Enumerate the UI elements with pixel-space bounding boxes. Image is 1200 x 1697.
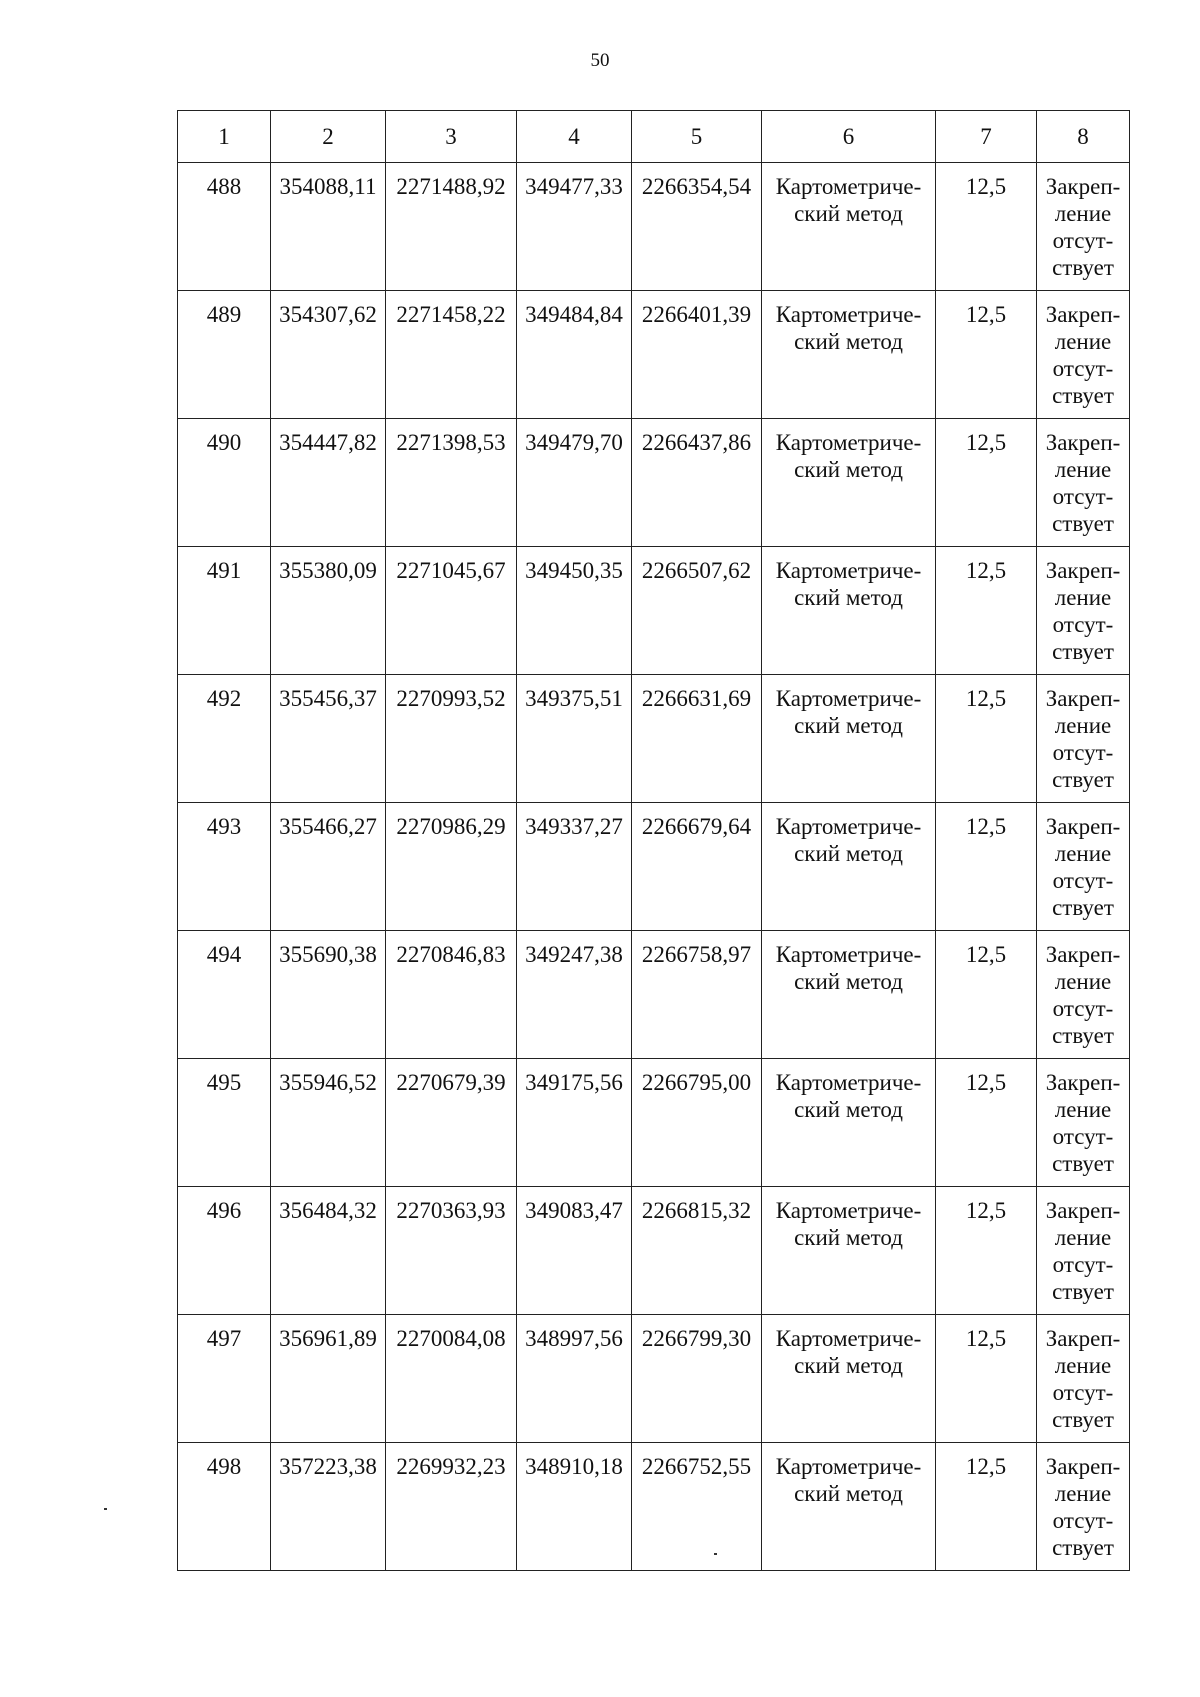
table-header: [178, 111, 1130, 163]
point-number-cell: [178, 1315, 271, 1443]
y1-cell-text: 2270986,29: [396, 814, 506, 839]
x2-cell-text: 349337,27: [525, 814, 623, 839]
method-cell: [762, 419, 936, 547]
column-header-4: 4: [517, 111, 632, 163]
table-row: [178, 1443, 1130, 1571]
table-row: [178, 163, 1130, 291]
accuracy-cell-text: 12,5: [965, 1454, 1007, 1479]
y1-cell-text: 2270084,08: [396, 1326, 506, 1351]
fixing-cell-text: Закреп- ление отсут- ствует: [1045, 430, 1121, 536]
x2-cell: [517, 547, 632, 675]
x2-cell-text: 349479,70: [525, 430, 623, 455]
y2-cell-text: 2266401,39: [641, 302, 752, 327]
method-cell-text: Картометриче- ский метод: [775, 558, 922, 610]
accuracy-cell-text: 12,5: [965, 302, 1007, 327]
accuracy-cell: [936, 675, 1037, 803]
y2-cell-text: 2266799,30: [641, 1326, 752, 1351]
y2-cell: [632, 547, 762, 675]
point-number-cell: [178, 803, 271, 931]
x2-cell-text: 349477,33: [525, 174, 623, 199]
y2-cell-text: 2266437,86: [641, 430, 752, 455]
fixing-cell: [1037, 1187, 1130, 1315]
point-number-cell-text: 498: [206, 1454, 242, 1479]
column-header-1: 1: [178, 111, 271, 163]
accuracy-cell: [936, 1315, 1037, 1443]
column-header-6: 6: [762, 111, 936, 163]
x2-cell-text: 349175,56: [525, 1070, 623, 1095]
x1-cell: [271, 547, 386, 675]
fixing-cell-text: Закреп- ление отсут- ствует: [1045, 302, 1121, 408]
x2-cell-text: 349484,84: [525, 302, 623, 327]
accuracy-cell-text: 12,5: [965, 1198, 1007, 1223]
x1-cell-text: 356484,32: [279, 1198, 377, 1223]
x2-cell: [517, 1059, 632, 1187]
method-cell-text: Картометриче- ский метод: [775, 302, 922, 354]
method-cell: [762, 675, 936, 803]
y2-cell: [632, 1059, 762, 1187]
column-header-2: 2: [271, 111, 386, 163]
point-number-cell-text: 495: [206, 1070, 242, 1095]
accuracy-cell: [936, 803, 1037, 931]
x1-cell-text: 355690,38: [279, 942, 377, 967]
x2-cell: [517, 931, 632, 1059]
x1-cell-text: 354088,11: [279, 174, 377, 199]
x1-cell: [271, 931, 386, 1059]
method-cell-text: Картометриче- ский метод: [775, 174, 922, 226]
y2-cell-text: 2266752,55: [641, 1454, 752, 1479]
x2-cell: [517, 1315, 632, 1443]
y2-cell-text: 2266354,54: [641, 174, 752, 199]
header-row: [178, 111, 1130, 163]
fixing-cell-text: Закреп- ление отсут- ствует: [1045, 558, 1121, 664]
y1-cell-text: 2270679,39: [396, 1070, 506, 1095]
point-number-cell-text: 488: [206, 174, 242, 199]
point-number-cell-text: 489: [206, 302, 242, 327]
point-number-cell: [178, 163, 271, 291]
method-cell: [762, 1059, 936, 1187]
y1-cell: [386, 675, 517, 803]
point-number-cell-text: 496: [206, 1198, 242, 1223]
y2-cell: [632, 1315, 762, 1443]
y1-cell: [386, 547, 517, 675]
method-cell-text: Картометриче- ский метод: [775, 1198, 922, 1250]
y2-cell: [632, 1187, 762, 1315]
y1-cell: [386, 1443, 517, 1571]
point-number-cell-text: 494: [206, 942, 242, 967]
y1-cell-text: 2271488,92: [396, 174, 506, 199]
x1-cell: [271, 1315, 386, 1443]
y2-cell: [632, 419, 762, 547]
x2-cell: [517, 675, 632, 803]
y1-cell-text: 2270993,52: [396, 686, 506, 711]
y2-cell-text: 2266507,62: [641, 558, 752, 583]
y1-cell: [386, 1187, 517, 1315]
y2-cell: [632, 803, 762, 931]
accuracy-cell: [936, 163, 1037, 291]
fixing-cell: [1037, 291, 1130, 419]
point-number-cell: [178, 931, 271, 1059]
point-number-cell: [178, 1059, 271, 1187]
y2-cell: [632, 1443, 762, 1571]
table-row: [178, 1059, 1130, 1187]
column-header-3: 3: [386, 111, 517, 163]
accuracy-cell: [936, 931, 1037, 1059]
fixing-cell-text: Закреп- ление отсут- ствует: [1045, 942, 1121, 1048]
point-number-cell-text: 493: [206, 814, 242, 839]
table-row: [178, 291, 1130, 419]
x1-cell: [271, 291, 386, 419]
y2-cell: [632, 163, 762, 291]
y1-cell-text: 2271458,22: [396, 302, 506, 327]
y2-cell-text: 2266815,32: [641, 1198, 752, 1223]
x2-cell-text: 349450,35: [525, 558, 623, 583]
accuracy-cell-text: 12,5: [965, 1326, 1007, 1351]
page-number: 50: [590, 50, 610, 71]
y1-cell: [386, 931, 517, 1059]
y1-cell-text: 2269932,23: [396, 1454, 506, 1479]
point-number-cell-text: 497: [206, 1326, 242, 1351]
x2-cell: [517, 803, 632, 931]
fixing-cell: [1037, 931, 1130, 1059]
table-row: [178, 547, 1130, 675]
x2-cell-text: 348910,18: [525, 1454, 623, 1479]
y2-cell-text: 2266679,64: [641, 814, 752, 839]
point-number-cell: [178, 291, 271, 419]
y2-cell: [632, 675, 762, 803]
fixing-cell: [1037, 547, 1130, 675]
fixing-cell-text: Закреп- ление отсут- ствует: [1045, 1326, 1121, 1432]
point-number-cell: [178, 547, 271, 675]
method-cell-text: Картометриче- ский метод: [775, 814, 922, 866]
fixing-cell: [1037, 163, 1130, 291]
column-header-7: 7: [936, 111, 1037, 163]
y1-cell: [386, 1315, 517, 1443]
x1-cell: [271, 1187, 386, 1315]
x2-cell-text: 348997,56: [525, 1326, 623, 1351]
y1-cell-text: 2271045,67: [396, 558, 506, 583]
point-number-cell: [178, 419, 271, 547]
method-cell: [762, 1443, 936, 1571]
y2-cell: [632, 931, 762, 1059]
accuracy-cell-text: 12,5: [965, 174, 1007, 199]
fixing-cell-text: Закреп- ление отсут- ствует: [1045, 686, 1121, 792]
x2-cell: [517, 1187, 632, 1315]
x1-cell-text: 355380,09: [279, 558, 377, 583]
x1-cell: [271, 163, 386, 291]
method-cell-text: Картометриче- ский метод: [775, 1070, 922, 1122]
x1-cell-text: 357223,38: [279, 1454, 377, 1479]
point-number-cell: [178, 675, 271, 803]
x2-cell: [517, 419, 632, 547]
x1-cell-text: 354447,82: [279, 430, 377, 455]
accuracy-cell: [936, 1059, 1037, 1187]
y2-cell: [632, 291, 762, 419]
fixing-cell: [1037, 675, 1130, 803]
accuracy-cell-text: 12,5: [965, 1070, 1007, 1095]
point-number-cell: [178, 1187, 271, 1315]
method-cell-text: Картометриче- ский метод: [775, 1454, 922, 1506]
accuracy-cell: [936, 1187, 1037, 1315]
y1-cell: [386, 1059, 517, 1187]
table-row: [178, 1315, 1130, 1443]
x1-cell-text: 355946,52: [279, 1070, 377, 1095]
table-row: [178, 675, 1130, 803]
table-row: [178, 931, 1130, 1059]
fixing-cell-text: Закреп- ление отсут- ствует: [1045, 1070, 1121, 1176]
accuracy-cell: [936, 1443, 1037, 1571]
y1-cell: [386, 419, 517, 547]
x1-cell: [271, 1059, 386, 1187]
method-cell-text: Картометриче- ский метод: [775, 686, 922, 738]
fixing-cell: [1037, 419, 1130, 547]
x1-cell: [271, 1443, 386, 1571]
x2-cell: [517, 291, 632, 419]
point-number-cell-text: 490: [206, 430, 242, 455]
method-cell: [762, 931, 936, 1059]
y1-cell: [386, 291, 517, 419]
fixing-cell-text: Закреп- ление отсут- ствует: [1045, 814, 1121, 920]
x1-cell-text: 356961,89: [279, 1326, 377, 1351]
fixing-cell: [1037, 1443, 1130, 1571]
accuracy-cell-text: 12,5: [965, 942, 1007, 967]
y2-cell-text: 2266631,69: [641, 686, 752, 711]
point-number-cell-text: 492: [206, 686, 242, 711]
x1-cell-text: 354307,62: [279, 302, 377, 327]
accuracy-cell: [936, 291, 1037, 419]
y1-cell: [386, 803, 517, 931]
y2-cell-text: 2266795,00: [641, 1070, 752, 1095]
method-cell: [762, 1315, 936, 1443]
fixing-cell-text: Закреп- ление отсут- ствует: [1045, 1198, 1121, 1304]
x2-cell-text: 349083,47: [525, 1198, 623, 1223]
method-cell: [762, 291, 936, 419]
accuracy-cell: [936, 547, 1037, 675]
y1-cell-text: 2270363,93: [396, 1198, 506, 1223]
y1-cell-text: 2271398,53: [396, 430, 506, 455]
x1-cell-text: 355456,37: [279, 686, 377, 711]
fixing-cell-text: Закреп- ление отсут- ствует: [1045, 1454, 1121, 1560]
x1-cell-text: 355466,27: [279, 814, 377, 839]
accuracy-cell-text: 12,5: [965, 430, 1007, 455]
accuracy-cell-text: 12,5: [965, 686, 1007, 711]
table-row: [178, 419, 1130, 547]
y2-cell-text: 2266758,97: [641, 942, 752, 967]
method-cell-text: Картометриче- ский метод: [775, 1326, 922, 1378]
method-cell: [762, 1187, 936, 1315]
fixing-cell: [1037, 1059, 1130, 1187]
fixing-cell: [1037, 803, 1130, 931]
accuracy-cell-text: 12,5: [965, 814, 1007, 839]
table-row: [178, 1187, 1130, 1315]
method-cell: [762, 803, 936, 931]
fixing-cell-text: Закреп- ление отсут- ствует: [1045, 174, 1121, 280]
x1-cell: [271, 419, 386, 547]
coordinates-table: [177, 110, 1130, 1571]
scan-speck: [104, 1508, 107, 1510]
accuracy-cell-text: 12,5: [965, 558, 1007, 583]
x2-cell-text: 349375,51: [525, 686, 623, 711]
column-header-5: 5: [632, 111, 762, 163]
point-number-cell: [178, 1443, 271, 1571]
method-cell-text: Картометриче- ский метод: [775, 430, 922, 482]
x2-cell-text: 349247,38: [525, 942, 623, 967]
point-number-cell-text: 491: [206, 558, 242, 583]
x2-cell: [517, 1443, 632, 1571]
column-header-8: 8: [1037, 111, 1130, 163]
accuracy-cell: [936, 419, 1037, 547]
method-cell: [762, 547, 936, 675]
y1-cell-text: 2270846,83: [396, 942, 506, 967]
y1-cell: [386, 163, 517, 291]
table-row: [178, 803, 1130, 931]
fixing-cell: [1037, 1315, 1130, 1443]
scan-speck: [714, 1553, 717, 1555]
method-cell: [762, 163, 936, 291]
table-body: [178, 163, 1130, 1571]
method-cell-text: Картометриче- ский метод: [775, 942, 922, 994]
x2-cell: [517, 163, 632, 291]
x1-cell: [271, 803, 386, 931]
x1-cell: [271, 675, 386, 803]
